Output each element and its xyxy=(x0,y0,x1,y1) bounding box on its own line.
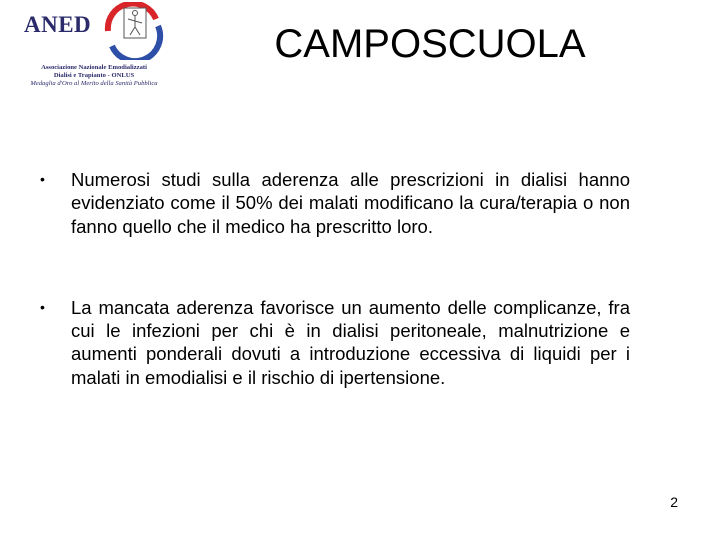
logo-caption xyxy=(14,64,174,88)
logo-wordmark: ANED xyxy=(24,12,92,37)
bullet-text: La mancata aderenza favorisce un aumento delle complicanze, fra cui le infezioni per chi è in dialisi peritoneale, malnutrizione e aumenti ponderali dovuti a introduzione eccessiva di liquidi per i malati in emodialisi e il rischio di ipertensione. xyxy=(71,296,630,388)
logo-caption-line2: Dialisi e Trapianto - ONLUS xyxy=(53,72,135,79)
bullet-marker: • xyxy=(40,298,45,315)
bullet-item xyxy=(40,296,630,389)
page-number: 2 xyxy=(670,494,678,510)
logo-emblem-icon xyxy=(98,2,168,60)
bullet-list xyxy=(40,168,630,389)
logo-caption-line1: Associazione Nazionale Emodializzati xyxy=(41,64,147,71)
bullet-marker: • xyxy=(40,171,45,187)
aned-logo xyxy=(14,2,174,94)
slide-title: CAMPOSCUOLA xyxy=(274,22,586,66)
bullet-item xyxy=(40,168,630,238)
logo-caption-line3: Medaglia d'Oro al Merito della Sanità Pubblica xyxy=(30,80,158,87)
bullet-text: Numerosi studi sulla aderenza alle prescrizioni in dialisi hanno evidenziato come il 50% dei malati modificano la cura/terapia o non fanno quello che il medico ha prescritto loro. xyxy=(71,169,630,237)
